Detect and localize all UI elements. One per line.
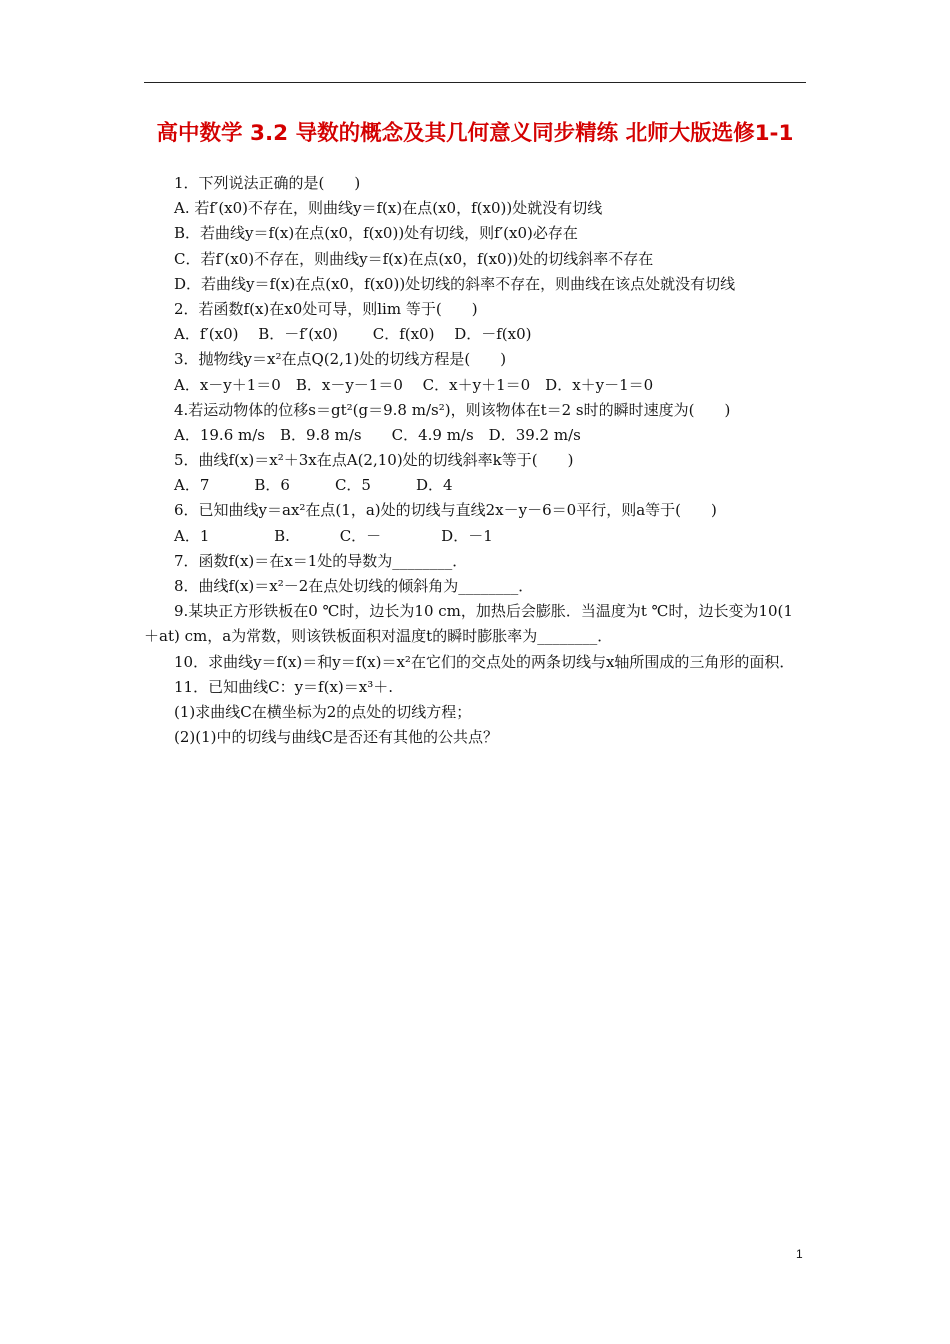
document-body — [144, 171, 806, 750]
question-1: 1．下列说法正确的是( ) — [174, 174, 361, 192]
question-8: 8．曲线f(x)＝x²－2在点处切线的倾斜角为________． — [174, 577, 534, 595]
document-title: 高中数学 3.2 导数的概念及其几何意义同步精练 北师大版选修1-1 — [156, 121, 794, 146]
q11-part-2: (2)(1)中的切线与曲线C是否还有其他的公共点？ — [174, 728, 498, 747]
q1-option-c: C．若f′(x0)不存在，则曲线y＝f(x)在点(x0，f(x0))处的切线斜率不存在 — [174, 249, 654, 268]
question-10 — [144, 650, 806, 675]
header-rule — [144, 82, 806, 83]
page-number: 1 — [796, 1247, 803, 1261]
q11-part-1: (1)求曲线C在横坐标为2的点处的切线方程； — [174, 702, 472, 721]
q1-option-b: B．若曲线y＝f(x)在点(x0，f(x0))处有切线，则f′(x0)必存在 — [174, 224, 578, 243]
q5-options: A．7 B．6 C．5 D．4 — [174, 476, 453, 495]
question-4: 4.若运动物体的位移s＝gt²(g＝9.8 m/s²)，则该物体在t＝2 s时的瞬时速度为( ) — [174, 400, 731, 419]
q6-options: A．1 B. C．－ D．－1 — [174, 526, 493, 545]
q1-option-d: D．若曲线y＝f(x)在点(x0，f(x0))处切线的斜率不存在，则曲线在该点处就没有切线 — [174, 274, 736, 293]
question-9-text: 9.某块正方形铁板在0 ℃时，边长为10 cm，加热后会膨胀．当温度为t ℃时，边长变为10(1＋at) cm，a为常数，则该铁板面积对温度t的瞬时膨胀率为________． — [144, 602, 793, 646]
q1-option-a: A. 若f′(x0)不存在，则曲线y＝f(x)在点(x0，f(x0))处就没有切线 — [174, 199, 603, 218]
question-9 — [144, 599, 806, 649]
q2-options: A．f′(x0) B．－f′(x0) C．f(x0) D．－f(x0) — [174, 325, 532, 344]
question-10-text: 10．求曲线y＝f(x)＝和y＝f(x)＝x²在它们的交点处的两条切线与x轴所围成的三角形的面积． — [174, 652, 795, 671]
q3-options: A．x－y＋1＝0 B．x－y－1＝0 C．x＋y＋1＝0 D．x＋y－1＝0 — [174, 375, 654, 394]
q4-options: A．19.6 m/s B．9.8 m/s C．4.9 m/s D．39.2 m/s — [174, 425, 581, 444]
question-11: 11．已知曲线C：y＝f(x)＝x³＋. — [174, 677, 393, 696]
question-2: 2．若函数f(x)在x0处可导，则lim 等于( ) — [174, 299, 478, 318]
question-7: 7．函数f(x)＝在x＝1处的导数为________． — [174, 551, 468, 570]
question-5: 5．曲线f(x)＝x²＋3x在点A(2,10)处的切线斜率k等于( ) — [174, 451, 574, 470]
question-6: 6．已知曲线y＝ax²在点(1，a)处的切线与直线2x－y－6＝0平行，则a等于( ) — [174, 501, 717, 520]
question-3: 3．抛物线y＝x²在点Q(2,1)处的切线方程是( ) — [174, 350, 507, 369]
